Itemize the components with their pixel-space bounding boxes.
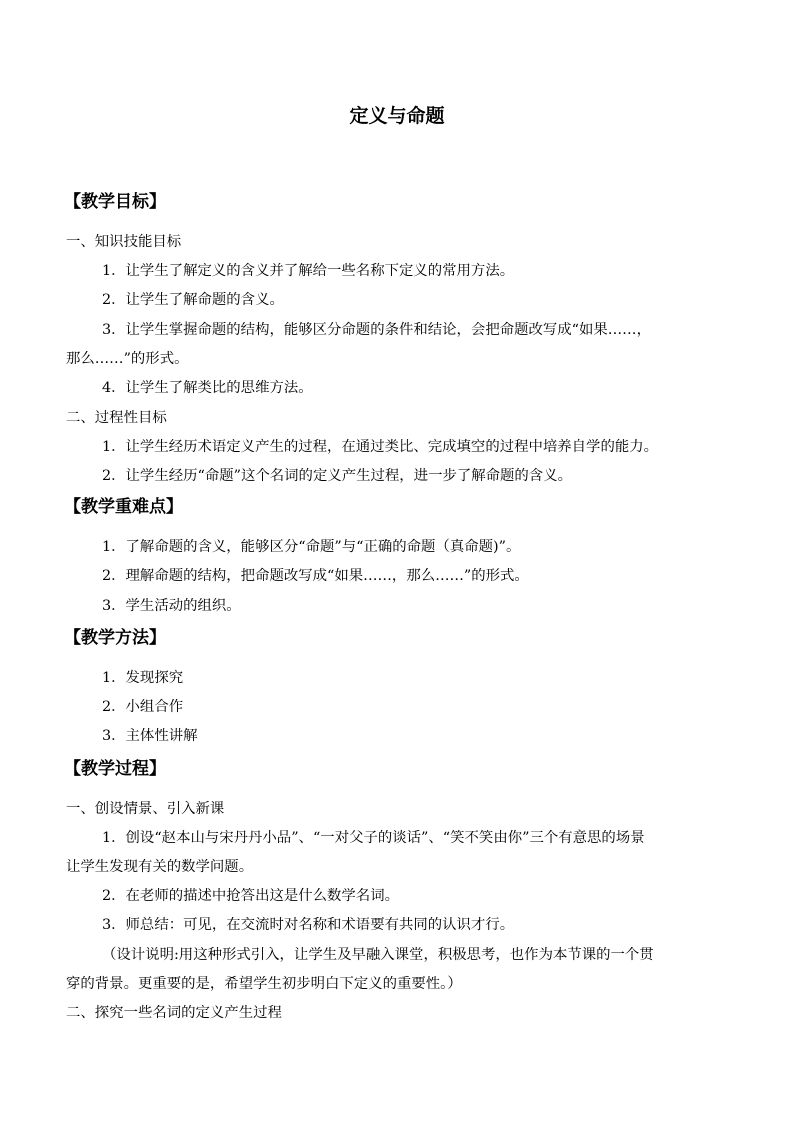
objectives-line: 4．让学生了解类比的思维方法。 xyxy=(102,380,313,396)
section-heading-methods: 【教学方法】 xyxy=(64,628,166,648)
key-points-line: 2．理解命题的结构，把命题改写成“如果……，那么……”的形式。 xyxy=(102,568,529,584)
process-line: 让学生发现有关的数学问题。 xyxy=(66,859,254,875)
section-heading-key-points: 【教学重难点】 xyxy=(64,497,183,517)
methods-line: 3．主体性讲解 xyxy=(102,728,198,744)
section-heading-process: 【教学过程】 xyxy=(64,759,166,779)
methods-line: 1．发现探究 xyxy=(102,670,184,686)
objectives-line: 3．让学生掌握命题的结构，能够区分命题的条件和结论，会把命题改写成“如果……， xyxy=(102,322,651,338)
process-line: 穿的背景。更重要的是，希望学生初步明白下定义的重要性。） xyxy=(66,976,462,992)
page-title: 定义与命题 xyxy=(349,105,445,127)
objectives-line: 1．让学生了解定义的含义并了解给一些名称下定义的常用方法。 xyxy=(102,263,515,279)
process-line: 1．创设“赵本山与宋丹丹小品”、“一对父子的谈话”、“笑不笑由你”三个有意思的场景 xyxy=(102,830,645,846)
objectives-line: 那么……”的形式。 xyxy=(66,351,189,367)
objectives-line: 1．让学生经历术语定义产生的过程，在通过类比、完成填空的过程中培养自学的能力。 xyxy=(102,439,659,455)
objectives-line: 一、知识技能目标 xyxy=(66,234,182,250)
process-line: （设计说明:用这种形式引入，让学生及早融入课堂，积极思考，也作为本节课的一个贯 xyxy=(102,947,654,963)
process-line: 二、探究一些名词的定义产生过程 xyxy=(66,1005,282,1021)
process-line: 3．师总结：可见，在交流时对名称和术语要有共同的认识才行。 xyxy=(102,917,515,933)
key-points-line: 3．学生活动的组织。 xyxy=(102,598,241,614)
objectives-line: 2．让学生了解命题的含义。 xyxy=(102,292,284,308)
objectives-line: 2．让学生经历“命题”这个名词的定义产生过程，进一步了解命题的含义。 xyxy=(102,468,572,484)
process-line: 一、创设情景、引入新课 xyxy=(66,801,225,817)
methods-line: 2．小组合作 xyxy=(102,699,184,715)
objectives-line: 二、过程性目标 xyxy=(66,410,167,426)
key-points-line: 1．了解命题的含义，能够区分“命题”与“正确的命题（真命题)”。 xyxy=(102,539,521,555)
section-heading-objectives: 【教学目标】 xyxy=(64,192,166,212)
process-line: 2．在老师的描述中抢答出这是什么数学名词。 xyxy=(102,888,399,904)
